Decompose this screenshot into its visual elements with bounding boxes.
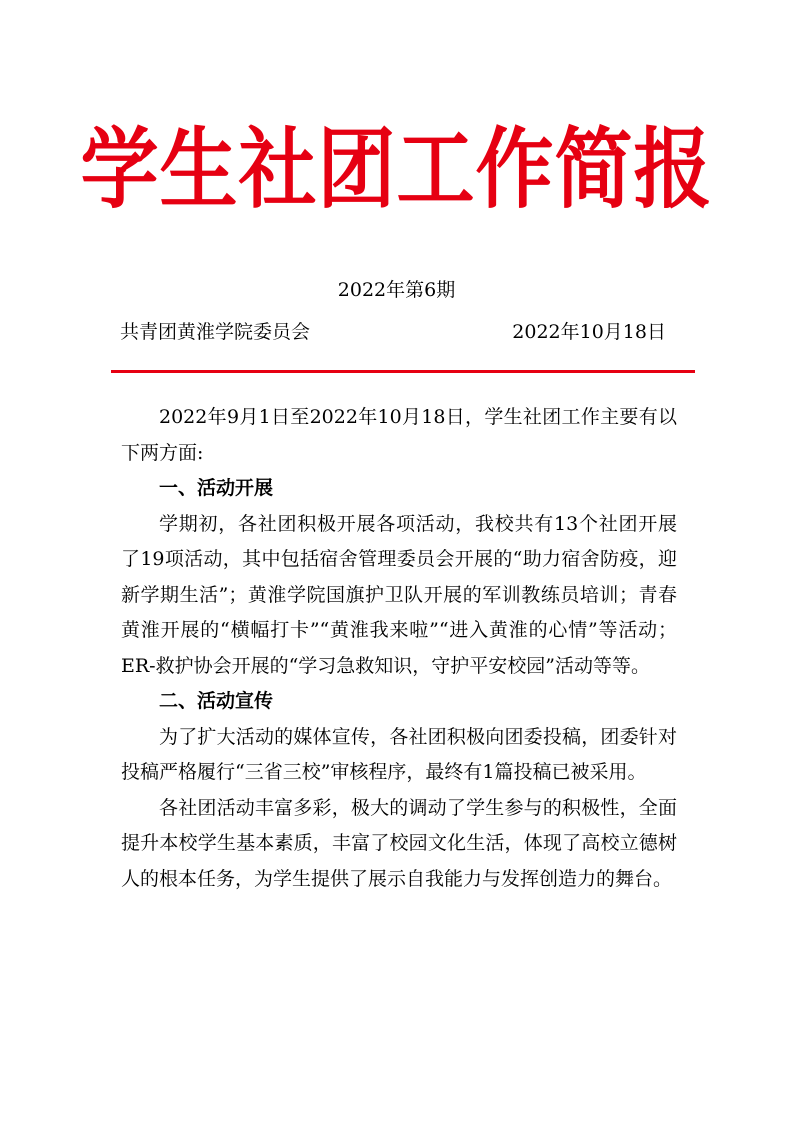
activities-paragraph: 学期初，各社团积极开展各项活动，我校共有13个社团开展了19项活动，其中包括宿舍管理委员会开展的“助力宿舍防疫，迎新学期生活”；黄淮学院国旗护卫队开展的军训教练员培训；青春黄淮开展的“横幅打卡”“黄淮我来啦”“进入黄淮的心情”等活动；ER-救护协会开展的“学习急救知识，守护平安校园”活动等等。: [121, 512, 677, 677]
issue-number: 2022年第6期: [337, 279, 456, 301]
issuing-organization: 共青团黄淮学院委员会: [120, 321, 311, 343]
intro-paragraph: 2022年9月1日至2022年10月18日，学生社团工作主要有以下两方面:: [121, 406, 677, 464]
section-heading-activities: 一、活动开展: [159, 477, 274, 499]
masthead-title: 学生社团工作简报: [80, 119, 713, 221]
publicity-paragraph: 为了扩大活动的媒体宣传，各社团积极向团委投稿，团委针对投稿严格履行“三省三校”审核程序，最终有1篇投稿已被采用。: [121, 725, 677, 783]
conclusion-paragraph: 各社团活动丰富多彩，极大的调动了学生参与的积极性，全面提升本校学生基本素质，丰富了校园文化生活，体现了高校立德树人的根本任务，为学生提供了展示自我能力与发挥创造力的舞台。: [121, 796, 677, 890]
section-heading-publicity: 二、活动宣传: [159, 690, 274, 712]
document-body: [121, 400, 677, 897]
issue-date: 2022年10月18日: [512, 321, 666, 343]
red-divider-line: [111, 370, 695, 373]
